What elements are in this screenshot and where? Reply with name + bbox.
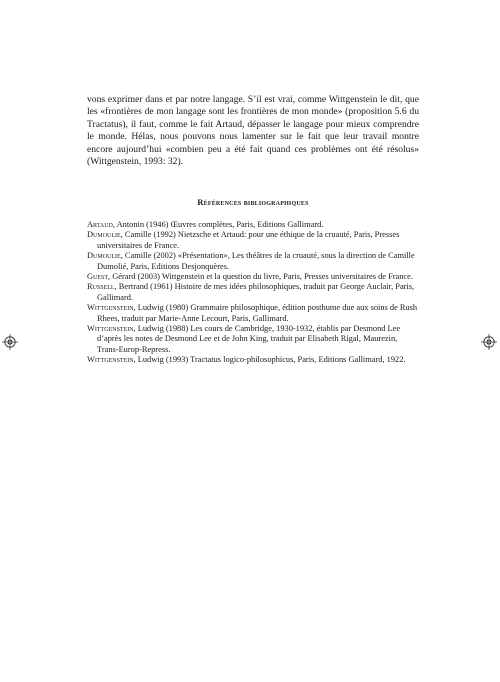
- references-list: [87, 220, 419, 366]
- reference-entry: [87, 251, 419, 272]
- body-paragraph: vons exprimer dans et par notre langage. S’il est vrai, comme Wittgenstein le dit, que les «frontières de mon langage sont les frontières de mon monde» (proposition 5.6 du Tractatus), il faut, comme le fait Artaud, dépasser le langage pour mieux comprendre le monde. Hélas, nous pouvons nous lamenter sur le fait que leur travail montre encore aujourd’hui «combien peu a été fait quand ces problèmes ont été résolus» (Wittgenstein, 1993: 32).: [87, 94, 419, 168]
- reference-text: Bertrand (1961) Histoire de mes idées philosophiques, traduit par George Auclair, Paris, Gallimard.: [97, 282, 415, 302]
- reference-text: Camille (1992) Nietzsche et Artaud: pour une éthique de la cruauté, Paris, Presses universitaires de France.: [97, 230, 400, 250]
- reference-text: Camille (2002) «Présentation», Les théâtres de la cruauté, sous la direction de Camille Dumolié, Paris, Editions Desjonquères.: [97, 251, 415, 271]
- reference-text: Ludwig (1993) Tractatus logico-philosophicus, Paris, Editions Gallimard, 1922.: [135, 355, 406, 365]
- reference-author: Wittgenstein,: [87, 324, 136, 334]
- reference-entry: [87, 324, 419, 355]
- reference-text: Ludwig (1988) Les cours de Cambridge, 1930-1932, établis par Desmond Lee d’après les notes de Desmond Lee et de John King, traduit par Elisabeth Rigal, Maurezin, Trans-Europ-Repress.: [97, 324, 401, 354]
- registration-mark-icon: [481, 334, 497, 350]
- reference-author: Artaud,: [87, 220, 115, 229]
- reference-entry: [87, 220, 419, 230]
- registration-mark-icon: [2, 334, 18, 350]
- reference-entry: [87, 272, 419, 282]
- reference-text: Gérard (2003) Wittgenstein et la question du livre, Paris, Presses universitaires de France.: [110, 272, 413, 282]
- reference-entry: [87, 282, 419, 303]
- reference-author: Wittgenstein,: [87, 303, 136, 313]
- reference-entry: [87, 230, 419, 251]
- reference-author: Russell,: [87, 282, 117, 292]
- reference-author: Dumoulie,: [87, 230, 123, 240]
- reference-text: Antonin (1946) Œuvres complètes, Paris, Editions Gallimard.: [114, 220, 324, 229]
- reference-author: Wittgenstein,: [87, 355, 136, 365]
- reference-author: Guest,: [87, 272, 111, 282]
- reference-entry: [87, 303, 419, 324]
- reference-author: Dumoulie,: [87, 251, 123, 261]
- reference-entry: [87, 355, 419, 365]
- references-heading: Références bibliographiques: [197, 198, 309, 207]
- reference-text: Ludwig (1980) Grammaire philosophique, édition posthume due aux soins de Rush Rhees, traduit par Marie-Anne Lecourt, Paris, Gallimard.: [97, 303, 418, 323]
